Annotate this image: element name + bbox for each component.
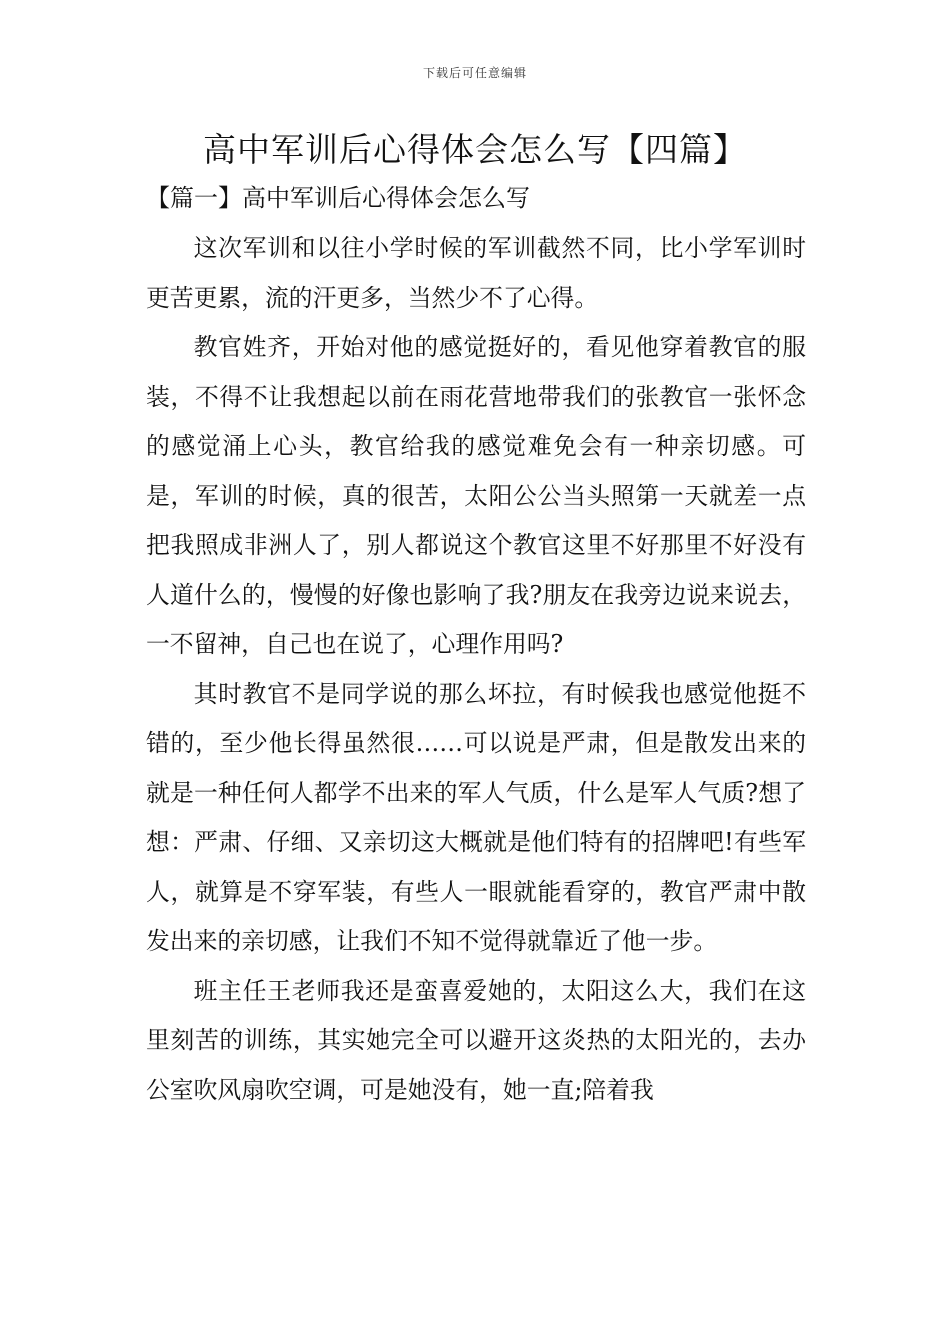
paragraph: 其时教官不是同学说的那么坏拉，有时候我也感觉他挺不错的，至少他长得虽然很……可以说是严肃，但是散发出来的就是一种任何人都学不出来的军人气质，什么是军人气质?想了想：严肃、仔细、又亲切这大概就是他们特有的招牌吧!有些军人，就算是不穿军装，有些人一眼就能看穿的，教官严肃中散发出来的亲切感，让我们不知不觉得就靠近了他一步。: [146, 679, 806, 955]
paragraph: 班主任王老师我还是蛮喜爱她的，太阳这么大，我们在这里刻苦的训练，其实她完全可以避开这炎热的太阳光的，去办公室吹风扇吹空调，可是她没有，她一直;陪着我: [146, 976, 806, 1104]
document-body: [146, 224, 806, 1115]
document-title: 高中军训后心得体会怎么写【四篇】: [203, 130, 747, 169]
paragraph: 教官姓齐，开始对他的感觉挺好的，看见他穿着教官的服装，不得不让我想起以前在雨花营地带我们的张教官一张怀念的感觉涌上心头，教官给我的感觉难免会有一种亲切感。可是，军训的时候，真的很苦，太阳公公当头照第一天就差一点把我照成非洲人了，别人都说这个教官这里不好那里不好没有人道什么的，慢慢的好像也影响了我?朋友在我旁边说来说去，一不留神，自己也在说了，心理作用吗?: [146, 333, 806, 658]
paragraph: 这次军训和以往小学时候的军训截然不同，比小学军训时更苦更累，流的汗更多，当然少不了心得。: [146, 234, 806, 312]
page-header-note: 下载后可任意编辑: [422, 66, 527, 80]
section-heading: 【篇一】高中军训后心得体会怎么写: [146, 184, 530, 212]
